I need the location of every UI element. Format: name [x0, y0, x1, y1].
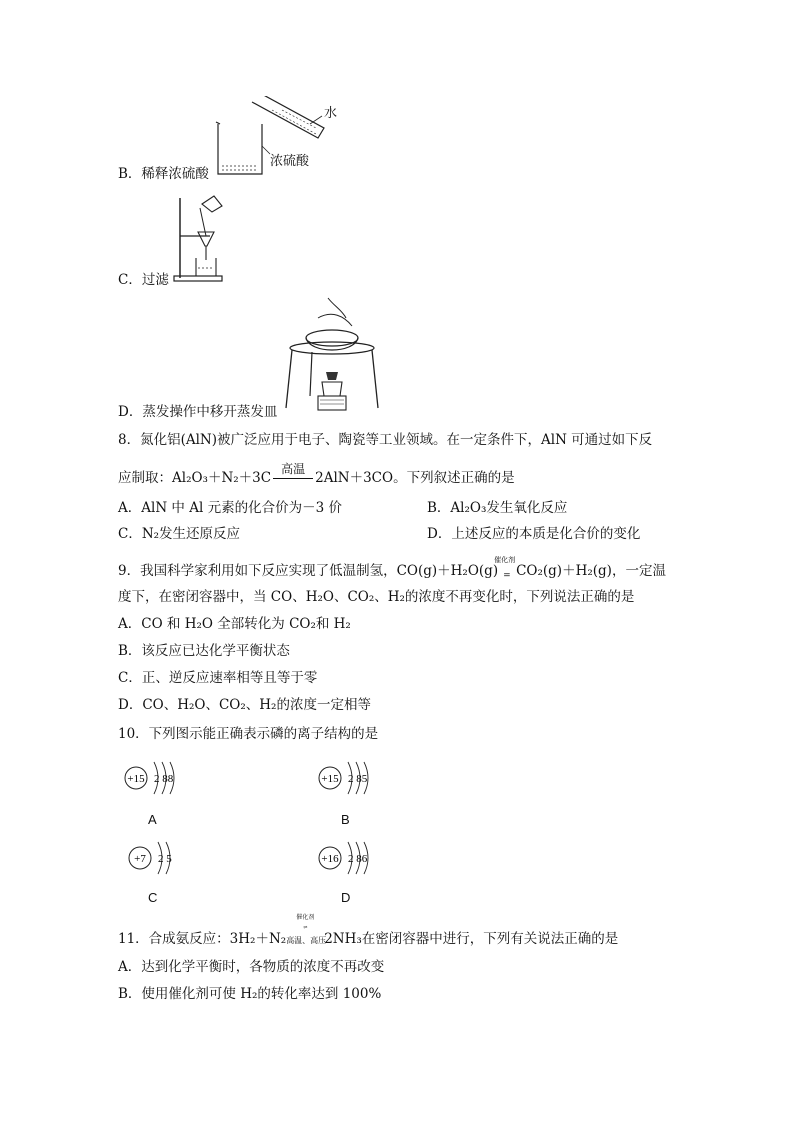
atom-diagram-d: [314, 840, 394, 884]
q9-option-a: A．CO 和 H₂O 全部转化为 CO₂和 H₂: [118, 616, 351, 632]
reaction-condition: 高温: [281, 462, 306, 476]
figure-filtration: [170, 192, 226, 284]
nucleus-charge: +15: [127, 773, 145, 785]
electron-counts: 2 88: [154, 773, 174, 785]
q10-stem: 10．下列图示能正确表示磷的离子结构的是: [118, 726, 379, 742]
evaporation-apparatus-diagram: [282, 296, 382, 412]
q9-option-d: D．CO、H₂O、CO₂、H₂的浓度一定相等: [118, 697, 371, 713]
option-c: C．过滤: [118, 272, 169, 288]
q8-option-d: D．上述反应的本质是化合价的变化: [427, 526, 641, 542]
q11-option-b: B．使用催化剂可使 H₂的转化率达到 100%: [118, 986, 382, 1002]
q8-equation-reactants: 应制取：Al₂O₃＋N₂＋3C: [118, 470, 272, 486]
atom-option-label: B: [341, 812, 350, 827]
option-b: B．稀释浓硫酸: [118, 166, 209, 182]
atom-diagram-b: [314, 760, 394, 804]
atom-option-label: C: [148, 890, 158, 905]
option-d: D．蒸发操作中移开蒸发皿: [118, 404, 278, 420]
q9-option-c: C．正、逆反应速率相等且等于零: [118, 670, 318, 686]
atom-option-label: A: [148, 812, 157, 827]
figure-evaporation: [282, 296, 382, 412]
q8-option-a: A．AlN 中 Al 元素的化合价为－3 价: [118, 500, 342, 516]
q9-equation-right: CO₂(g)＋H₂(g)，一定温: [516, 563, 666, 579]
atom-structure-svg: [314, 840, 394, 884]
nucleus-charge: +16: [321, 853, 339, 865]
atom-option-label: D: [341, 890, 351, 905]
electron-counts: 2 5: [158, 853, 172, 865]
atom-structure-svg: [314, 760, 394, 804]
reversible-arrow: [286, 914, 327, 945]
reversible-symbol: =: [503, 571, 511, 581]
label-conc-acid: 浓硫酸: [270, 154, 310, 169]
electron-counts: 2 85: [348, 773, 368, 785]
q8-stem-line2: [118, 462, 515, 487]
atom-structure-svg: [124, 840, 204, 884]
label-water: 水: [324, 106, 338, 121]
q9-option-b: B．该反应已达化学平衡状态: [118, 643, 290, 659]
q9-equation-left: 9．我国科学家利用如下反应实现了低温制氢，CO(g)＋H₂O(g): [118, 563, 499, 579]
q9-stem-line1: [118, 556, 666, 581]
catalyst-label: 催化剂: [296, 914, 315, 921]
q11-equation-right: 2NH₃在密闭容器中进行，下列有关说法正确的是: [324, 931, 619, 947]
atom-diagram-c: [124, 840, 204, 884]
atom-structure-svg: [120, 760, 200, 804]
nucleus-charge: +7: [134, 853, 146, 865]
reaction-arrow: [273, 462, 313, 484]
nucleus-charge: +15: [321, 773, 339, 785]
q11-option-a: A．达到化学平衡时，各物质的浓度不再改变: [118, 959, 385, 975]
catalyst-label: 催化剂: [494, 556, 516, 564]
q11-stem: [118, 914, 619, 948]
electron-counts: 2 86: [348, 853, 368, 865]
q8-equation-products: 2AlN＋3CO。下列叙述正确的是: [315, 470, 515, 486]
q8-option-c: C．N₂发生还原反应: [118, 526, 241, 542]
reversible-arrow: [494, 556, 516, 581]
q8-stem-line1: 8．氮化铝(AlN)被广泛应用于电子、陶瓷等工业领域。在一定条件下，AlN 可通过如下反: [118, 432, 653, 448]
reversible-symbol: ⇌: [303, 925, 308, 931]
condition-label: 高温、高压: [286, 936, 327, 945]
atom-diagram-a: [120, 760, 200, 804]
q8-option-b: B．Al₂O₃发生氧化反应: [427, 500, 568, 516]
q11-equation-left: 11．合成氨反应：3H₂＋N₂: [118, 931, 287, 947]
q9-stem-line2: 度下，在密闭容器中，当 CO、H₂O、CO₂、H₂的浓度不再变化时，下列说法正确的是: [118, 589, 635, 605]
filtration-apparatus-diagram: [170, 192, 226, 284]
